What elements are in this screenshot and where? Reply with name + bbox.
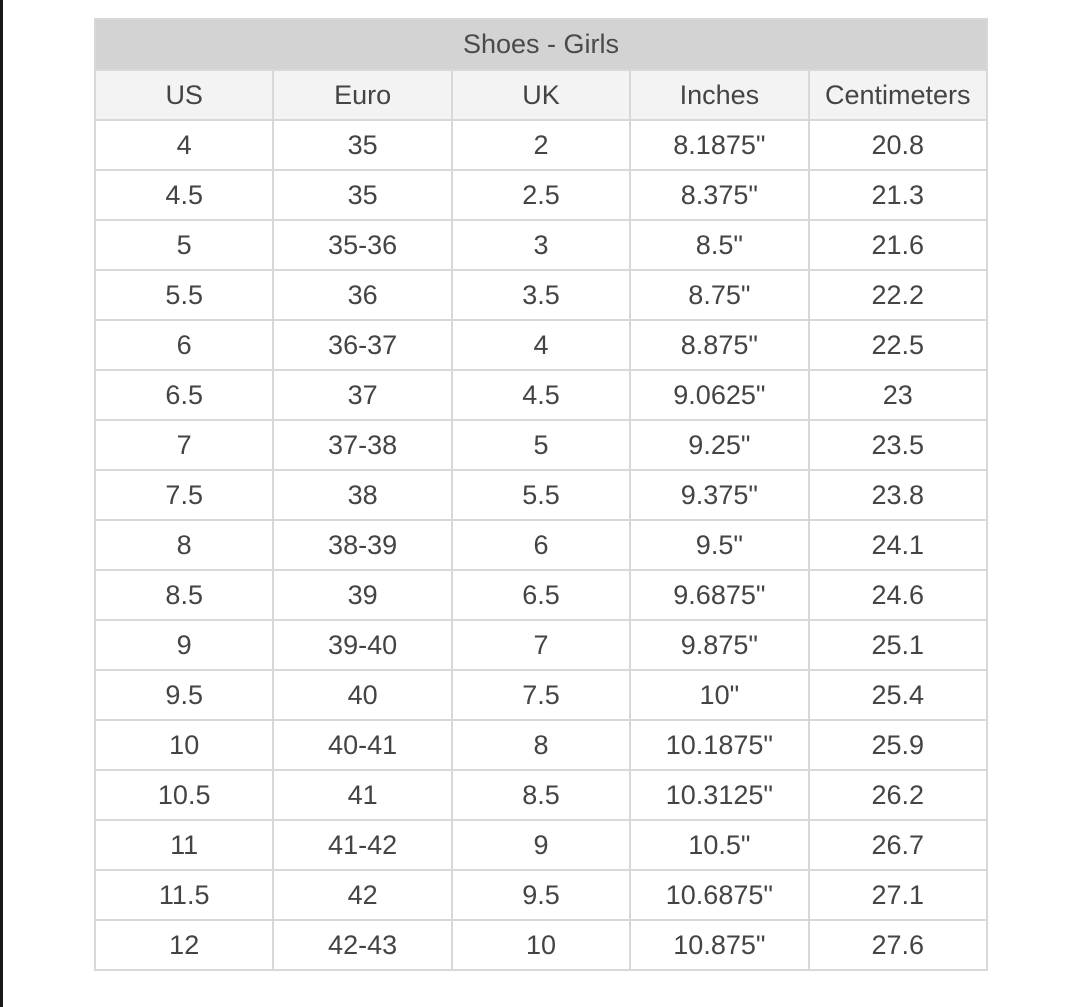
cell-centimeters: 24.1 — [809, 520, 987, 570]
cell-uk: 7 — [452, 620, 630, 670]
table-row — [95, 520, 987, 570]
cell-centimeters: 23.5 — [809, 420, 987, 470]
cell-uk: 3.5 — [452, 270, 630, 320]
cell-inches: 10" — [630, 670, 808, 720]
cell-inches: 9.0625" — [630, 370, 808, 420]
cell-uk: 6 — [452, 520, 630, 570]
cell-uk: 4.5 — [452, 370, 630, 420]
cell-us: 5 — [95, 220, 273, 270]
cell-us: 9.5 — [95, 670, 273, 720]
cell-us: 10.5 — [95, 770, 273, 820]
cell-uk: 6.5 — [452, 570, 630, 620]
cell-us: 6 — [95, 320, 273, 370]
cell-us: 8.5 — [95, 570, 273, 620]
cell-inches: 9.875" — [630, 620, 808, 670]
cell-euro: 39 — [273, 570, 451, 620]
cell-uk: 2.5 — [452, 170, 630, 220]
column-header-centimeters: Centimeters — [809, 70, 987, 120]
cell-inches: 10.1875" — [630, 720, 808, 770]
cell-inches: 10.3125" — [630, 770, 808, 820]
table-row — [95, 570, 987, 620]
cell-uk: 5.5 — [452, 470, 630, 520]
cell-us: 8 — [95, 520, 273, 570]
cell-us: 5.5 — [95, 270, 273, 320]
cell-centimeters: 21.6 — [809, 220, 987, 270]
table-title: Shoes - Girls — [95, 19, 987, 70]
cell-inches: 10.5" — [630, 820, 808, 870]
cell-euro: 42-43 — [273, 920, 451, 970]
table-body — [95, 120, 987, 970]
table-row — [95, 620, 987, 670]
cell-euro: 41-42 — [273, 820, 451, 870]
cell-uk: 9 — [452, 820, 630, 870]
cell-uk: 8 — [452, 720, 630, 770]
cell-centimeters: 22.5 — [809, 320, 987, 370]
cell-uk: 9.5 — [452, 870, 630, 920]
table-header-row — [95, 70, 987, 120]
cell-us: 7 — [95, 420, 273, 470]
cell-uk: 3 — [452, 220, 630, 270]
cell-euro: 40 — [273, 670, 451, 720]
cell-inches: 10.6875" — [630, 870, 808, 920]
cell-inches: 9.6875" — [630, 570, 808, 620]
column-header-us: US — [95, 70, 273, 120]
cell-inches: 8.75" — [630, 270, 808, 320]
cell-us: 4.5 — [95, 170, 273, 220]
cell-us: 12 — [95, 920, 273, 970]
cell-centimeters: 25.1 — [809, 620, 987, 670]
cell-centimeters: 22.2 — [809, 270, 987, 320]
cell-us: 11.5 — [95, 870, 273, 920]
table-row — [95, 770, 987, 820]
table-row — [95, 870, 987, 920]
cell-us: 11 — [95, 820, 273, 870]
cell-euro: 35 — [273, 170, 451, 220]
cell-centimeters: 27.1 — [809, 870, 987, 920]
table-row — [95, 820, 987, 870]
window-left-edge — [0, 0, 3, 1007]
cell-inches: 8.1875" — [630, 120, 808, 170]
table-row — [95, 370, 987, 420]
table-title-row — [95, 19, 987, 70]
cell-centimeters: 26.2 — [809, 770, 987, 820]
cell-uk: 4 — [452, 320, 630, 370]
cell-inches: 8.375" — [630, 170, 808, 220]
cell-euro: 38 — [273, 470, 451, 520]
cell-centimeters: 25.9 — [809, 720, 987, 770]
cell-uk: 8.5 — [452, 770, 630, 820]
cell-uk: 2 — [452, 120, 630, 170]
cell-euro: 42 — [273, 870, 451, 920]
cell-us: 4 — [95, 120, 273, 170]
cell-inches: 8.875" — [630, 320, 808, 370]
cell-euro: 41 — [273, 770, 451, 820]
cell-centimeters: 27.6 — [809, 920, 987, 970]
cell-uk: 5 — [452, 420, 630, 470]
cell-centimeters: 26.7 — [809, 820, 987, 870]
table-row — [95, 420, 987, 470]
cell-centimeters: 21.3 — [809, 170, 987, 220]
table-row — [95, 920, 987, 970]
cell-centimeters: 24.6 — [809, 570, 987, 620]
cell-euro: 35-36 — [273, 220, 451, 270]
cell-inches: 9.375" — [630, 470, 808, 520]
cell-euro: 36 — [273, 270, 451, 320]
cell-inches: 10.875" — [630, 920, 808, 970]
cell-us: 7.5 — [95, 470, 273, 520]
cell-uk: 7.5 — [452, 670, 630, 720]
cell-euro: 40-41 — [273, 720, 451, 770]
cell-euro: 35 — [273, 120, 451, 170]
shoe-size-table — [94, 18, 988, 971]
table-row — [95, 670, 987, 720]
column-header-uk: UK — [452, 70, 630, 120]
cell-centimeters: 23 — [809, 370, 987, 420]
cell-centimeters: 20.8 — [809, 120, 987, 170]
cell-inches: 9.25" — [630, 420, 808, 470]
cell-us: 10 — [95, 720, 273, 770]
table-row — [95, 220, 987, 270]
cell-us: 6.5 — [95, 370, 273, 420]
table-row — [95, 120, 987, 170]
cell-euro: 37 — [273, 370, 451, 420]
cell-euro: 37-38 — [273, 420, 451, 470]
column-header-euro: Euro — [273, 70, 451, 120]
cell-euro: 39-40 — [273, 620, 451, 670]
cell-uk: 10 — [452, 920, 630, 970]
cell-inches: 8.5" — [630, 220, 808, 270]
column-header-inches: Inches — [630, 70, 808, 120]
cell-euro: 38-39 — [273, 520, 451, 570]
cell-euro: 36-37 — [273, 320, 451, 370]
cell-inches: 9.5" — [630, 520, 808, 570]
table-row — [95, 320, 987, 370]
table-row — [95, 720, 987, 770]
table-row — [95, 170, 987, 220]
cell-centimeters: 25.4 — [809, 670, 987, 720]
cell-us: 9 — [95, 620, 273, 670]
cell-centimeters: 23.8 — [809, 470, 987, 520]
table-row — [95, 270, 987, 320]
table-row — [95, 470, 987, 520]
